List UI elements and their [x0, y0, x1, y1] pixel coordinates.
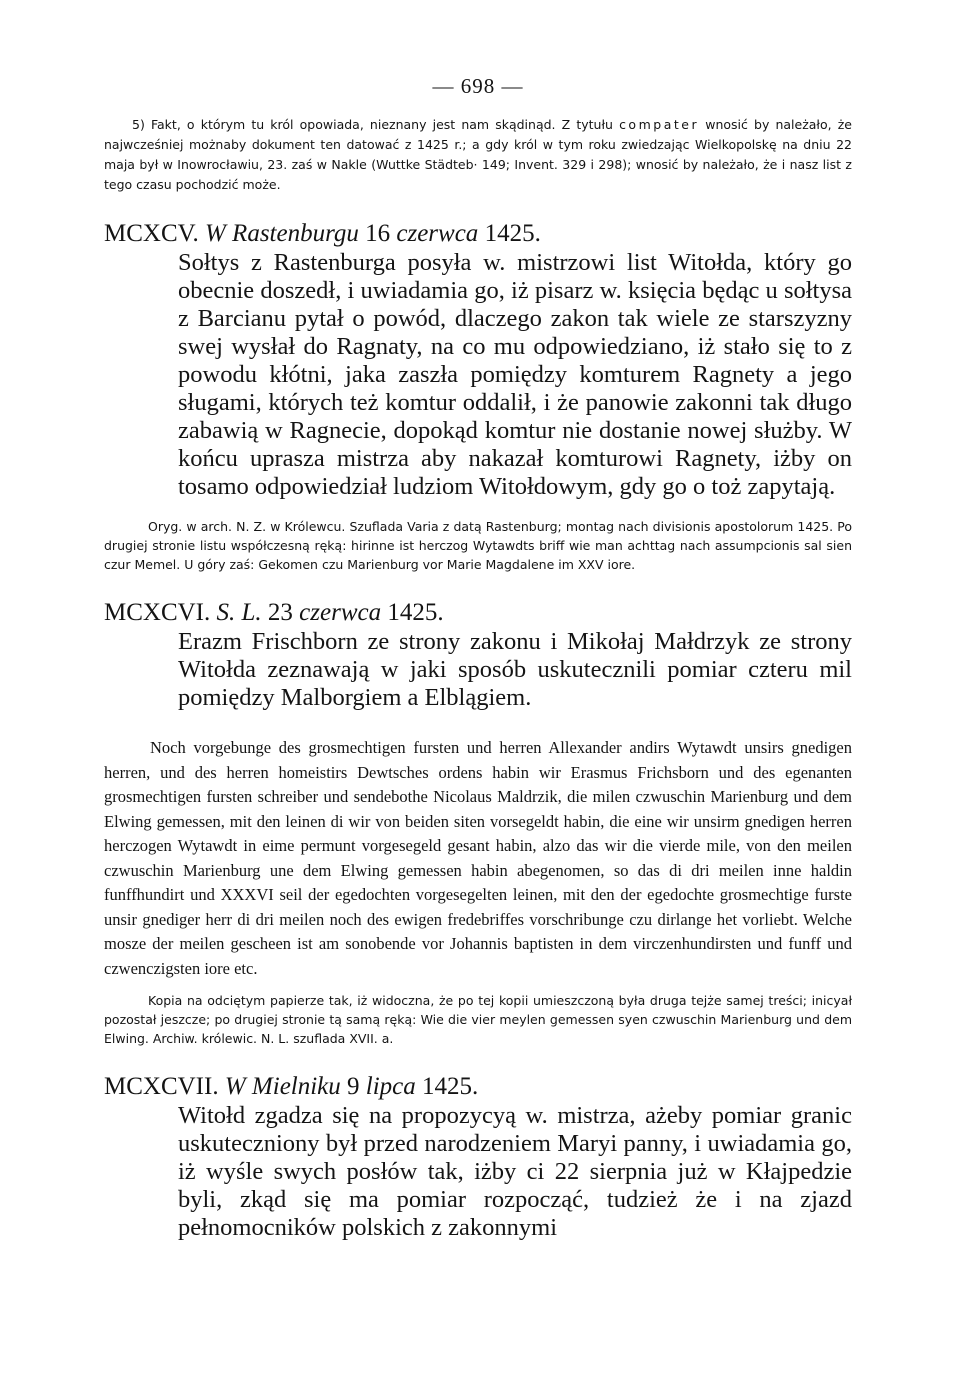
entry-mcxcv — [104, 219, 852, 574]
source-note-text: Oryg. w arch. N. Z. w Królewcu. Szuflada Varia z datą Rastenburg; montag nach divisionis apostolorum 1425. Po drugiej stronie listu współczesną ręką: hirinne ist herczog Wytawdts briff wie man achttag nach assumpcionis sal sien czur Memel. U góry zaś: Gekomen czu Marienburg vor Marie Magdalene im XXV iore. — [104, 519, 852, 572]
entry-mcxcvi — [104, 598, 852, 1048]
entry-source-note — [104, 991, 852, 1048]
source-note-text: Kopia na odciętym papierze tak, iż widoczna, że po tej kopii umieszczoną była druga tejże samej treści; inicyał pozostał jeszcze; po drugiej stronie tą samą ręką: Wie die vier meylen gemessen syen czwuschin Marienburg und dem Elwing. Archiw. królewic. N. L. szuflada XVII. a. — [104, 993, 852, 1046]
entry-month: czerwca — [299, 599, 382, 626]
footnote-text-a: Fakt, o którym tu król opowiada, nieznany jest nam skądinąd. Z tytułu — [150, 117, 620, 132]
footnote — [104, 115, 852, 195]
entry-source-note — [104, 517, 852, 574]
entry-number: MCXCVI. — [104, 599, 211, 626]
entry-year: 1425. — [387, 599, 444, 626]
entry-month: lipca — [365, 1073, 416, 1100]
entry-summary: Witołd zgadza się na propozycyą w. mistrza, ażeby pomiar granic uskuteczniony był przed narodzeniem Maryi panny, i uwiadamia go, iż wyśle swych posłów tak, iżby ci 22 sierpnia już w Kłajpedzie byli, zkąd się ma pomiar rozpocząć, tudzież że i na zjazd pełnomocników polskich z zakonnymi — [178, 1102, 852, 1241]
entry-number: MCXCV. — [104, 220, 199, 247]
entry-place: W Rastenburgu — [204, 220, 359, 247]
entry-year: 1425. — [484, 220, 541, 247]
entry-summary: Sołtys z Rastenburga posyła w. mistrzowi list Witołda, który go obecnie doszedł, i uwiadamia go, iż pisarz w. księcia będąc u sołtysa z Barcianu pytał o powód, dlaczego zakon tak wiele ze starszyzny swej wysłał do Ragnaty, na co mu odpowiedziano, iż stało się to z powodu kłótni, jaka zaszła pomiędzy komturem Ragnety a jego sługami, których też komtur oddalił, i że panowie zakonni tak długo zabawią w Ragnecie, dopokąd komtur nie dostanie nowej służby. W końcu uprasza mistrza aby nakazał komturowi Ragnety, iżby on tosamo odpowiedział ludziom Witołdowym, gdy go o toż zapytają. — [178, 249, 852, 500]
entry-summary: Erazm Frischborn ze strony zakonu i Mikołaj Małdrzyk ze strony Witołda zeznawają w jaki sposób uskutecznili pomiar czteru mil pomiędzy Malborgiem a Elblągiem. — [178, 628, 852, 711]
entry-heading — [104, 219, 852, 249]
entry-heading — [104, 1072, 852, 1102]
footnote-spaced-word: compater — [619, 117, 700, 132]
page-number: — 698 — — [432, 74, 524, 98]
entry-day: 9 — [347, 1073, 360, 1100]
entry-mcxcvii — [104, 1072, 852, 1242]
entry-place: W Mielniku — [224, 1073, 341, 1100]
entry-day: 16 — [365, 220, 391, 247]
entry-year: 1425. — [422, 1073, 479, 1100]
footnote-text-b: wnosić by należało, że najwcześniej możnaby dokument ten datować z 1425 r.; a gdy król w tym roku zwiedzając Wielkopolskę na dniu 22 maja był w Inowrocławiu, 23. zaś w Nakle (Wuttke Städteb· 149; Invent. 329 i 298); wnosić by należało, że i nasz list z tego czasu pochodzić może. — [104, 117, 852, 192]
entry-place: S. L. — [216, 599, 262, 626]
entry-number: MCXCVII. — [104, 1073, 219, 1100]
document-page — [104, 74, 852, 1242]
entry-document-text — [104, 736, 852, 981]
document-text: Noch vorgebunge des grosmechtigen fursten und herren Allexander andirs Wytawdt unsirs gnedigen herren, und des herren homeistirs Dewtsches ordens habin wir Erasmus Frichsborn und des egenanten grosmechtigen fursten schreiber und sendebothe Nicolaus Maldrzik, die milen czwuschin Marienburg und dem Elwing gemessen, mit den leinen di wir von beiden siten vorsegeldt habin, die eine wir unsirm gnedigen herren herczogen Wytawdt in eime permunt vorgesegeld gesant habin, alzo das wir die vierde mile, von den meilen czwuschin Marienburg une dem Elwing gemessen habin abegenomen, so das di dri meilen inne haldin funffhundirt und XXXVI seil der egedochten vorgesegelten leinen, mit den der egedochte grosmechtige furste unsir gnediger herr di dri meilen noch des ewigen fredebriffes vorschribunge czu dirlange het vorliebt. Welche mosze der meilen gescheen ist am sonobende vor Johannis baptisten in dem virczenhundirsten und funff und czwenczigsten iore etc. — [104, 738, 852, 978]
footnote-marker: 5) — [132, 117, 145, 132]
entry-month: czerwca — [396, 220, 479, 247]
entry-heading — [104, 598, 852, 628]
entry-day: 23 — [267, 599, 293, 626]
